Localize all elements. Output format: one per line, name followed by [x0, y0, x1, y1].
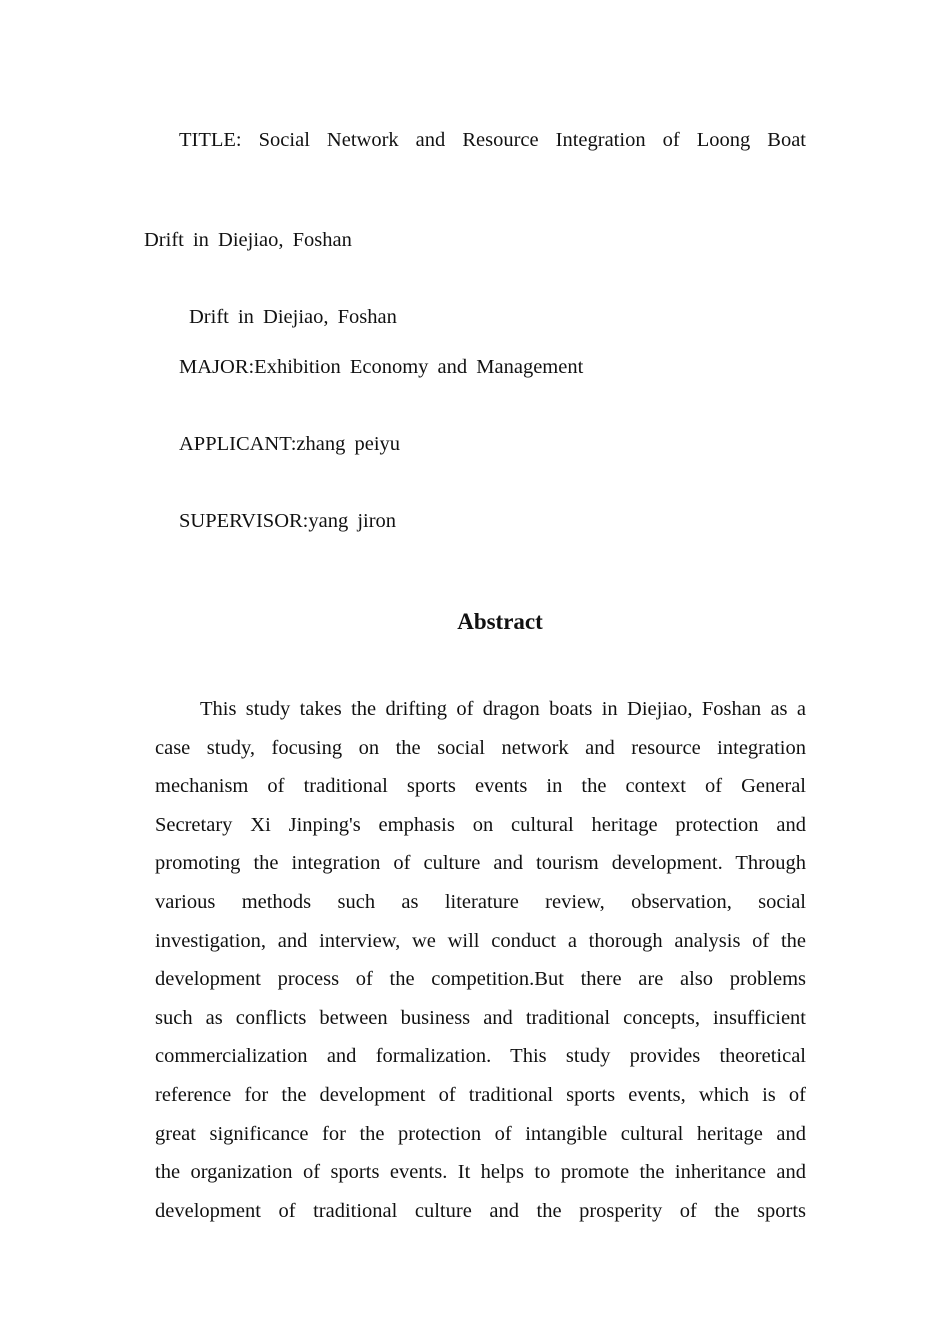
- major-field: MAJOR:Exhibition Economy and Management: [179, 356, 584, 378]
- applicant-field: APPLICANT:zhang peiyu: [179, 433, 401, 455]
- abstract-line: development process of the competition.But there are also problems: [155, 968, 806, 991]
- abstract-line: This study takes the drifting of dragon boats in Diejiao, Foshan as a: [200, 698, 806, 720]
- abstract-line: the organization of sports events. It helps to promote the inheritance and: [155, 1161, 806, 1184]
- abstract-line: various methods such as literature review, observation, social: [155, 890, 806, 913]
- abstract-line: mechanism of traditional sports events in the context of General: [155, 775, 806, 798]
- abstract-line: investigation, and interview, we will conduct a thorough analysis of the: [155, 929, 806, 952]
- abstract-line: Secretary Xi Jinping's emphasis on cultural heritage protection and: [155, 813, 806, 836]
- abstract-line: commercialization and formalization. This study provides theoretical: [155, 1045, 806, 1068]
- title-line-2: Drift in Diejiao, Foshan: [144, 229, 352, 251]
- abstract-paragraph: [155, 697, 806, 1237]
- abstract-line: case study, focusing on the social network and resource integration: [155, 736, 806, 759]
- abstract-line: promoting the integration of culture and tourism development. Through: [155, 852, 806, 875]
- abstract-line: such as conflicts between business and traditional concepts, insufficient: [155, 1006, 806, 1029]
- abstract-line: great significance for the protection of intangible cultural heritage and: [155, 1122, 806, 1145]
- abstract-heading: Abstract: [457, 609, 543, 634]
- title-duplicate-line: Drift in Diejiao, Foshan: [189, 306, 397, 328]
- abstract-line: development of traditional culture and the prosperity of the sports: [155, 1199, 806, 1222]
- abstract-line: reference for the development of traditional sports events, which is of: [155, 1083, 806, 1106]
- title-line-1: TITLE: Social Network and Resource Integration of Loong Boat: [179, 129, 806, 151]
- supervisor-field: SUPERVISOR:yang jiron: [179, 510, 397, 532]
